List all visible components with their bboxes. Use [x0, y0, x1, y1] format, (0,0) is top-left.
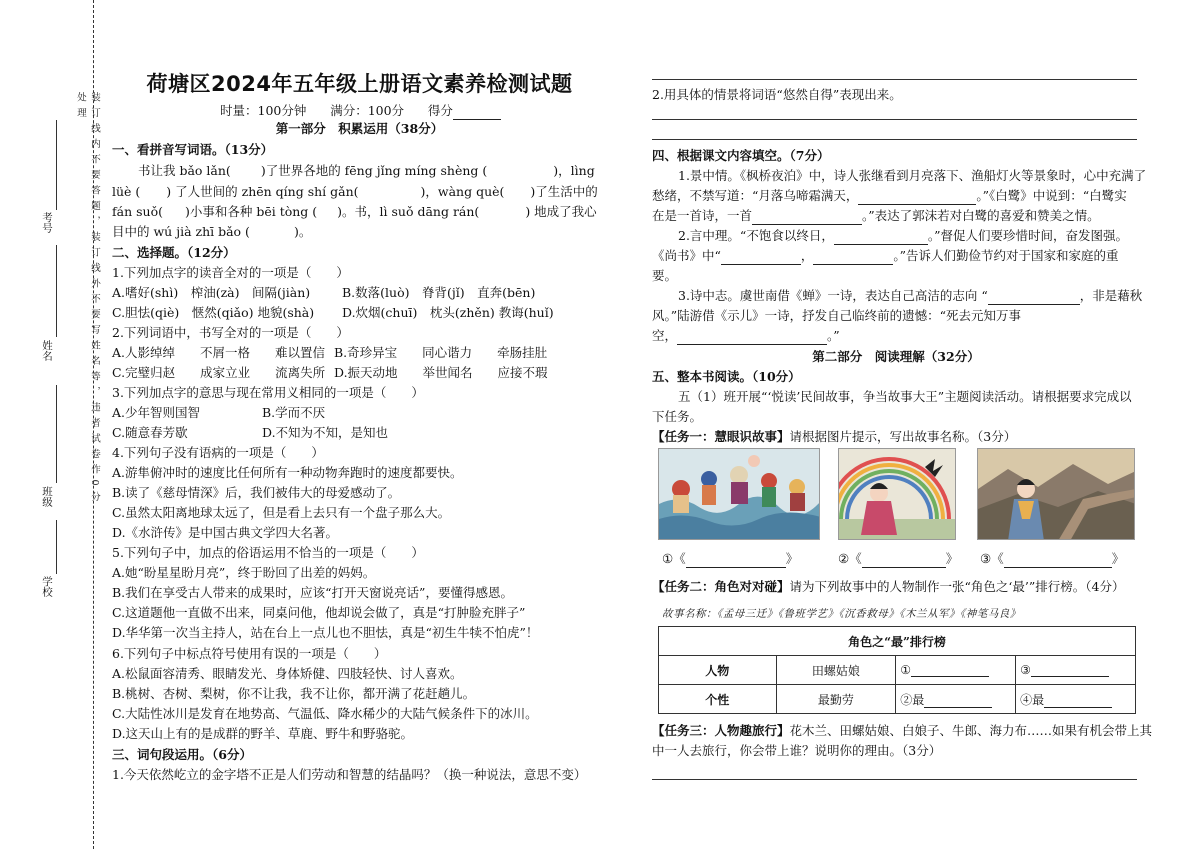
q1-option-d[interactable]: D.炊烟(chuī) 枕头(zhěn) 教诲(huǐ) [342, 305, 554, 320]
q1-option-b[interactable]: B.数落(luò) 脊背(jǐ) 直奔(bēn) [342, 285, 536, 300]
right-column [652, 0, 1153, 849]
q2-option-c[interactable]: C.完璧归赵 成家立业 流离失所 [112, 365, 326, 380]
pinyin-line-2: lüè ( ) 了人世间的 zhēn qíng shí gǎn( )，wàng què( )了生活中的 [112, 184, 598, 199]
q5-option-b[interactable]: B.我们在享受古人带来的成果时，应该“打开天窗说亮话”，要懂得感恩。 [112, 585, 513, 600]
cell-trait-example: 最勤劳 [776, 685, 896, 714]
q6-option-b[interactable]: B.桃树、杏树、梨树，你不让我，我不让你，都开满了花赶趟儿。 [112, 686, 476, 701]
school-label: 学校 [41, 576, 53, 597]
q2-option-d[interactable]: D.振天动地 举世闻名 应接不瑕 [334, 365, 548, 380]
q2-option-b[interactable]: B.奇珍异宝 同心谐力 牵肠挂肚 [334, 345, 548, 360]
class-field[interactable] [56, 385, 57, 483]
q1-option-a[interactable]: A.嗜好(shì) 榨油(zà) 间隔(jiàn) [112, 285, 311, 300]
s4-line-2: 愁绪，不禁写道：“月落乌啼霜满天， 。”《白鹭》中说到：“白鹭实 [652, 188, 1127, 203]
exam-number-label: 考号 [41, 212, 53, 233]
exam-meta [220, 102, 501, 120]
s4-line-3: 在是一首诗，一首 。”表达了郭沫若对白鹭的喜爱和赞美之情。 [652, 208, 1100, 223]
task3 [652, 722, 1152, 740]
q4-option-b[interactable]: B.读了《慈母情深》后，我们被伟大的母爱感动了。 [112, 485, 401, 500]
task1-text: 请根据图片提示，写出故事名称。（3分） [789, 429, 1017, 444]
q3-option-a[interactable]: A.少年智则国智 [112, 405, 201, 420]
pinyin-line-1: 书让我 bǎo lǎn( )了世界各地的 fēng jǐng míng shèng ( )，lìng [138, 163, 595, 178]
task3-label: 【任务三：人物趣旅行】 [652, 723, 790, 738]
fill-blank[interactable] [813, 251, 893, 265]
q4-option-c[interactable]: C.虽然太阳离地球太远了，但是看上去只有一个盘子那么大。 [112, 505, 451, 520]
s3-q1: 1.今天依然屹立的金字塔不正是人们劳动和智慧的结晶吗？（换一种说法，意思不变） [112, 767, 587, 782]
fill-blank[interactable] [752, 211, 862, 225]
exam-number-field[interactable] [56, 120, 57, 210]
s4-line-4: 2.言中理。“不饱食以终日， 。”督促人们要珍惜时间，奋发图强。 [678, 228, 1128, 243]
row-label-person: 人物 [659, 656, 777, 685]
s4-line-6: 要。 [652, 268, 678, 283]
story-names: 故事名称：《孟母三迁》《鲁班学艺》《沉香救母》《木兰从军》《神笔马良》 [662, 608, 1021, 620]
picture-answer-2: ②《 》 [838, 551, 959, 566]
q5-option-a[interactable]: A.她“盼星星盼月亮”，终于盼回了出差的妈妈。 [112, 565, 376, 580]
fill-blank[interactable] [862, 554, 946, 568]
fill-blank[interactable] [677, 331, 827, 345]
q2-stem: 2.下列词语中，书写全对的一项是（ ） [112, 325, 349, 340]
s3-q2: 2.用具体的情景将词语“悠然自得”表现出来。 [652, 87, 902, 102]
fill-blank[interactable] [1004, 554, 1112, 568]
cell-person-example: 田螺姑娘 [776, 656, 896, 685]
s4-line-8: 风。”陆游借《示儿》一诗，抒发自己临终前的遗憾：“死去元知万事 [652, 308, 1022, 323]
section1-title: 一、看拼音写词语。（13分） [112, 142, 274, 157]
pinyin-line-4: 目中的 wú jià zhī bǎo ( )。 [112, 224, 312, 239]
fill-blank[interactable] [686, 554, 786, 568]
answer-line[interactable] [652, 119, 1137, 120]
left-column [112, 0, 607, 849]
exam-time: 时量：100分钟 [220, 103, 307, 118]
score-label: 得分 [427, 103, 453, 118]
q6-option-c[interactable]: C.大陆性冰川是发育在地势高、气温低、降水稀少的大陆气候条件下的冰川。 [112, 706, 538, 721]
q4-stem: 4.下列句子没有语病的一项是（ ） [112, 445, 324, 460]
task2 [652, 578, 1124, 596]
q1-stem: 1.下列加点字的读音全对的一项是（ ） [112, 265, 349, 280]
pinyin-line-3: fán suǒ( )小事和各种 bēi tòng ( )。书，lì suǒ dāng rán( ) 地成了我心 [112, 204, 597, 219]
s4-line-5: 《尚书》中“ ， 。”告诉人们勤俭节约对于国家和家庭的重 [652, 248, 1119, 263]
answer-line[interactable] [652, 779, 1137, 780]
q4-option-a[interactable]: A.游隼俯冲时的速度比任何所有一种动物奔跑时的速度都要快。 [112, 465, 463, 480]
cell-person-1[interactable]: ① [896, 656, 1016, 685]
q5-option-d[interactable]: D.华华第一次当主持人，站在台上一点儿也不胆怯，真是“初生牛犊不怕虎”！ [112, 625, 539, 640]
s5-intro-2: 下任务。 [652, 409, 703, 424]
cell-trait-4[interactable]: ④最 [1016, 685, 1136, 714]
score-blank[interactable] [453, 106, 501, 120]
fill-blank[interactable] [988, 291, 1080, 305]
task3-text: 花木兰、田螺姑娘、白娘子、牛郎、海力布……如果有机会带上其 [789, 723, 1153, 738]
fill-blank[interactable] [721, 251, 801, 265]
cell-person-3[interactable]: ③ [1016, 656, 1136, 685]
fill-blank[interactable] [858, 191, 976, 205]
q3-option-d[interactable]: D.不知为不知，是知也 [262, 425, 389, 440]
task2-text: 请为下列故事中的人物制作一张“角色之‘最’”排行榜。（4分） [789, 579, 1125, 594]
q6-stem: 6.下列句子中标点符号使用有误的一项是（ ） [112, 646, 387, 661]
section3-title: 三、词句段运用。（6分） [112, 747, 252, 762]
story-picture-3 [977, 448, 1135, 540]
student-name-field[interactable] [56, 245, 57, 337]
part1-title: 第一部分 积累运用（38分） [275, 121, 444, 136]
q3-option-b[interactable]: B.学而不厌 [262, 405, 326, 420]
exam-total-score: 满分：100分 [330, 103, 405, 118]
section2-title: 二、选择题。（12分） [112, 245, 236, 260]
s4-line-7: 3.诗中志。虞世南借《蝉》一诗，表达自己高洁的志向 “ ，非是藉秋 [678, 288, 1143, 303]
picture-answer-1: ①《 》 [662, 551, 799, 566]
task1-label: 【任务一：慧眼识故事】 [652, 429, 790, 444]
q4-option-d[interactable]: D.《水浒传》是中国古典文学四大名著。 [112, 525, 339, 540]
q6-option-a[interactable]: A.松鼠面容清秀、眼睛发光、身体矫健、四肢轻快、讨人喜欢。 [112, 666, 463, 681]
page-title: 荷塘区2024年五年级上册语文素养检测试题 [146, 72, 573, 96]
s4-line-1: 1.景中情。《枫桥夜泊》中，诗人张继看到月亮落下、渔船灯火等景象时，心中充满了 [678, 168, 1147, 183]
picture-answer-3: ③《 》 [980, 551, 1125, 566]
task1 [652, 428, 1016, 446]
ranking-table [658, 626, 1136, 714]
binding-strip [0, 0, 110, 849]
story-picture-1 [658, 448, 820, 540]
cell-trait-2[interactable]: ②最 [896, 685, 1016, 714]
q5-option-c[interactable]: C.这道题他一直做不出来，同桌问他，他却说会做了，真是“打肿脸充胖子” [112, 605, 526, 620]
school-field[interactable] [56, 520, 57, 574]
section5-title: 五、整本书阅读。（10分） [652, 369, 801, 384]
fill-blank[interactable] [834, 231, 928, 245]
task3-text-2: 中一人去旅行，你会带上谁？说明你的理由。（3分） [652, 743, 942, 758]
class-label: 班级 [41, 486, 53, 507]
q1-option-c[interactable]: C.胆怯(qiè) 惬然(qiǎo) 地貌(shà) [112, 305, 315, 320]
s5-intro-1: 五（1）班开展“‘悦读’民间故事，争当故事大王”主题阅读活动。请根据要求完成以 [678, 389, 1132, 404]
answer-line[interactable] [652, 139, 1137, 140]
q5-stem: 5.下列句子中，加点的俗语运用不恰当的一项是（ ） [112, 545, 424, 560]
story-picture-2 [838, 448, 956, 540]
task2-label: 【任务二：角色对对碰】 [652, 579, 790, 594]
part2-title: 第二部分 阅读理解（32分） [812, 349, 980, 364]
row-label-trait: 个性 [659, 685, 777, 714]
answer-line[interactable] [652, 79, 1137, 80]
student-name-label: 姓名 [41, 340, 53, 361]
q3-stem: 3.下列加点字的意思与现在常用义相同的一项是（ ） [112, 385, 424, 400]
section4-title: 四、根据课文内容填空。（7分） [652, 148, 830, 163]
s4-line-9: 空， 。” [652, 328, 840, 343]
ranking-table-header: 角色之“最”排行榜 [659, 627, 1136, 656]
binding-warning: 装订线内不要答题，装订线外不要写姓名等，违者试卷作0分处理 [75, 92, 100, 508]
q3-option-c[interactable]: C.随意春芳歇 [112, 425, 188, 440]
q6-option-d[interactable]: D.这天山上有的是成群的野羊、草鹿、野牛和野骆驼。 [112, 726, 414, 741]
q2-option-a[interactable]: A.人影绰绰 不屑一格 难以置信 [112, 345, 326, 360]
